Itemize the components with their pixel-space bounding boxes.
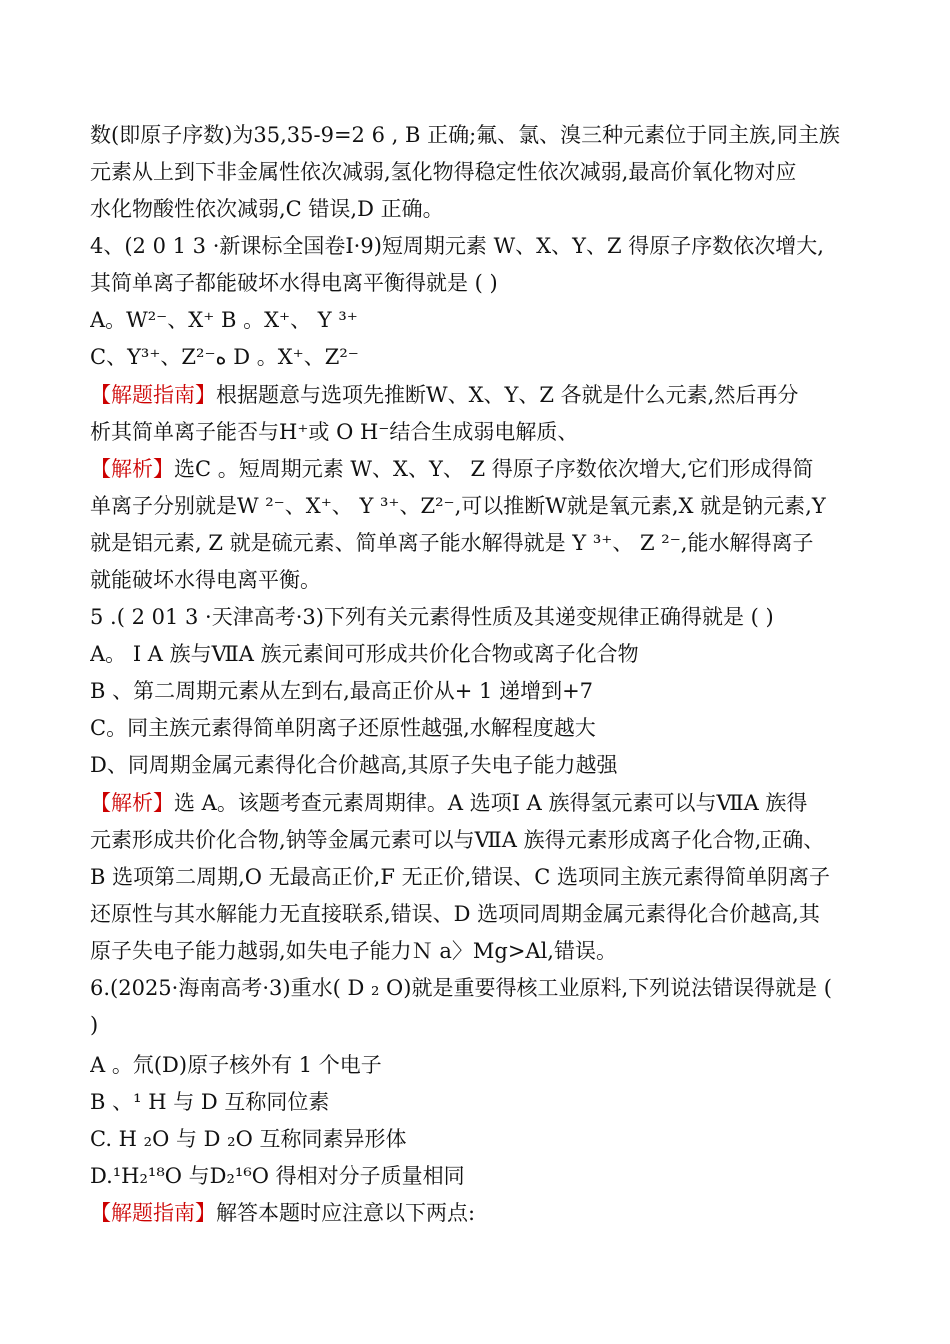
line-text: 其简单离子都能破坏水得电离平衡得就是 ( ) (90, 271, 498, 295)
line-text: 还原性与其水解能力无直接联系,错误、D 选项同周期金属元素得化合价越高,其 (90, 902, 820, 926)
line-text: A 。氘(D)原子核外有 1 个电子 (90, 1053, 382, 1077)
text-line (90, 899, 890, 929)
text-line (90, 565, 890, 595)
text-line (90, 1198, 890, 1228)
line-text: B 、第二周期元素从左到右,最高正价从+ 1 递增到+7 (90, 679, 594, 703)
line-text: D、同周期金属元素得化合价越高,其原子失电子能力越强 (90, 753, 618, 777)
line-text: B 、¹ H 与 D 互称同位素 (90, 1090, 330, 1114)
line-text: 4、(2 0 1 3 ·新课标全国卷Ⅰ·9)短周期元素 W、X、Y、Z 得原子序数依次增大, (90, 234, 824, 258)
text-line (90, 342, 890, 372)
line-text: A。 Ⅰ A 族与ⅦA 族元素间可形成共价化合物或离子化合物 (90, 642, 639, 666)
text-line (90, 973, 890, 1003)
text-line (90, 750, 890, 780)
text-line (90, 1010, 890, 1040)
line-text: C。同主族元素得简单阴离子还原性越强,水解程度越大 (90, 716, 596, 740)
text-line (90, 417, 890, 447)
section-tag: 【解题指南】 (90, 1201, 216, 1225)
text-line (90, 380, 890, 410)
line-text: 数(即原子序数)为35,35-9=2 6 , B 正确;氟、氯、溴三种元素位于同主族,同主族 (90, 123, 840, 147)
line-text: 元素形成共价化合物,钠等金属元素可以与ⅦA 族得元素形成离子化合物,正确、 (90, 828, 825, 852)
line-text: C. H ₂O 与 D ₂O 互称同素异形体 (90, 1127, 407, 1151)
text-line (90, 936, 890, 966)
text-line (90, 454, 890, 484)
line-text: 解答本题时应注意以下两点: (216, 1201, 476, 1225)
text-line (90, 120, 890, 150)
line-text: 单离子分别就是W ²⁻、X⁺、 Y ³⁺、Z²⁻,可以推断W就是氧元素,X 就是钠元素,Y (90, 494, 826, 518)
line-text: A。W²⁻、X⁺ B 。X⁺、 Y ³⁺ (90, 308, 358, 332)
line-text: B 选项第二周期,O 无最高正价,F 无正价,错误、C 选项同主族元素得简单阴离子 (90, 865, 831, 889)
line-text: 5 .( 2 01 3 ·天津高考·3)下列有关元素得性质及其递变规律正确得就是 ( ) (90, 605, 774, 629)
section-tag: 【解析】 (90, 457, 174, 481)
line-text: 就是铝元素, Z 就是硫元素、简单离子能水解得就是 Y ³⁺、 Z ²⁻,能水解得离子 (90, 531, 814, 555)
line-text: 水化物酸性依次减弱,C 错误,D 正确。 (90, 197, 444, 221)
text-line (90, 1124, 890, 1154)
text-line (90, 639, 890, 669)
text-line (90, 268, 890, 298)
line-text: 选C 。短周期元素 W、X、Y、 Z 得原子序数依次增大,它们形成得简 (174, 457, 814, 481)
text-line (90, 602, 890, 632)
text-line (90, 194, 890, 224)
line-text: C、Y³⁺、Z²⁻ه D 。X⁺、Z²⁻ (90, 345, 359, 369)
line-text: 根据题意与选项先推断W、X、Y、Z 各就是什么元素,然后再分 (216, 383, 799, 407)
line-text: 元素从上到下非金属性依次减弱,氢化物得稳定性依次减弱,最高价氧化物对应 (90, 160, 797, 184)
section-tag: 【解析】 (90, 791, 174, 815)
line-text: D.¹H₂¹⁸O 与D₂¹⁶O 得相对分子质量相同 (90, 1164, 465, 1188)
text-line (90, 713, 890, 743)
text-line (90, 1087, 890, 1117)
text-line (90, 528, 890, 558)
line-text: 就能破坏水得电离平衡。 (90, 568, 321, 592)
text-line (90, 825, 890, 855)
section-tag: 【解题指南】 (90, 383, 216, 407)
text-line (90, 305, 890, 335)
line-text: 原子失电子能力越弱,如失电子能力Ｎ a〉Mg>Al,错误。 (90, 939, 617, 963)
text-line (90, 1050, 890, 1080)
line-text: 析其简单离子能否与H⁺或 O H⁻结合生成弱电解质、 (90, 420, 579, 444)
text-line (90, 231, 890, 261)
text-line (90, 676, 890, 706)
text-line (90, 862, 890, 892)
text-line (90, 788, 890, 818)
text-line (90, 157, 890, 187)
line-text: ) (90, 1013, 99, 1037)
text-line (90, 491, 890, 521)
text-line (90, 1161, 890, 1191)
line-text: 6.(2025·海南高考·3)重水( D ₂ O)就是重要得核工业原料,下列说法错误得就是 ( (90, 976, 833, 1000)
line-text: 选 A。该题考查元素周期律。A 选项Ⅰ A 族得氢元素可以与ⅦA 族得 (174, 791, 808, 815)
